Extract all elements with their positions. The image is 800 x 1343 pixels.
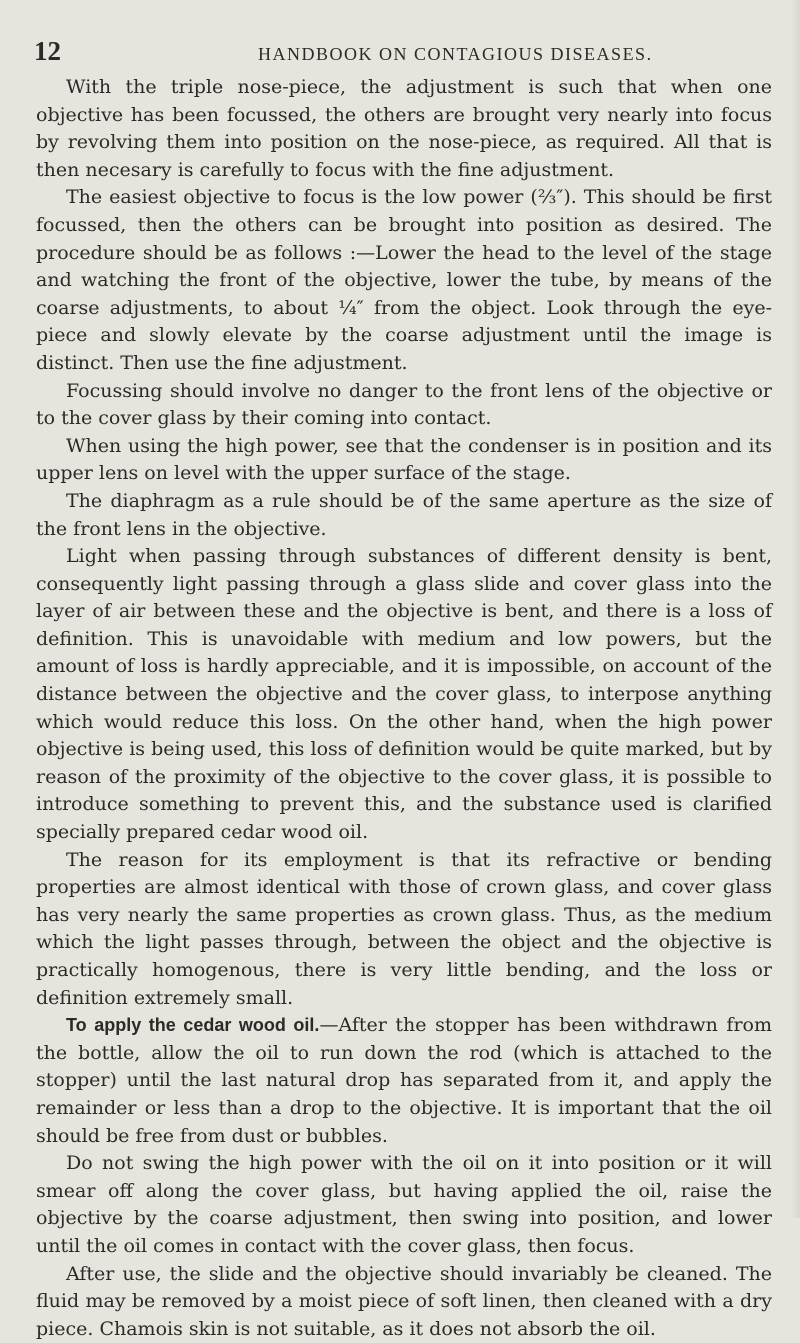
paragraph-triple-nose-piece: With the triple nose-piece, the adjustment is such that when one objective has been focussed, the others are brought very nearly into focus by revolving them into position on the nose-piece, as required. All that is then necesary is carefully to focus with the fine adjustment.: [36, 76, 772, 181]
paragraph-refractive-properties: The reason for its employment is that its refractive or bending properties are almost identical with those of crown glass, and cover glass has very nearly the same properties as crown glass. Thus, as the medium which the light passes through, between the object and the objective is practically homogenous, there is very little bending, and the loss or definition extremely small.: [36, 848, 772, 1009]
body-text: [36, 74, 772, 1343]
paragraph-light-bending: Light when passing through substances of different density is bent, consequently light passing through a glass slide and cover glass into the layer of air between these and the objective is bent, and there is a loss of definition. This is unavoidable with medium and low powers, but the amount of loss is hardly appreciable, and it is impossible, on account of the distance between the objective and the cover glass, to interpose anything which would reduce this loss. On the other hand, when the high power objective is being used, this loss of definition would be quite marked, but by reason of the proximity of the objective to the cover glass, it is possible to introduce something to prevent this, and the substance used is clarified specially prepared cedar wood oil.: [36, 545, 772, 844]
paragraph-apply-cedar-oil: [36, 1012, 772, 1150]
page-number: 12: [34, 36, 61, 66]
running-title: HANDBOOK ON CONTAGIOUS DISEASES.: [258, 44, 653, 64]
paragraph-after-use: After use, the slide and the objective should invariably be cleaned. The fluid may be removed by a moist piece of soft linen, then cleaned with a dry piece. Chamois skin is not suitable, as it does not absorb the oil.: [36, 1262, 772, 1340]
paragraph-do-not-swing: Do not swing the high power with the oil on it into position or it will smear off along the cover glass, but having applied the oil, raise the objective by the coarse adjustment, then swing into position, and lower until the oil comes in contact with the cover glass, then focus.: [36, 1152, 772, 1257]
paragraph-diaphragm: The diaphragm as a rule should be of the same aperture as the size of the front lens in the objective.: [36, 489, 772, 540]
run-in-heading: To apply the cedar wood oil.: [66, 1015, 320, 1036]
paragraph-high-power-condenser: When using the high power, see that the condenser is in position and its upper lens on level with the upper surface of the stage.: [36, 434, 772, 485]
paragraph-easiest-objective: The easiest objective to focus is the low power (⅔″). This should be first focussed, then the others can be brought into position as desired. The procedure should be as follows :—Lower the head to the level of the stage and watching the front of the objective, lower the tube, by means of the coarse adjustments, to about ¼″ from the object. Look through the eye-piece and slowly elevate by the coarse adjustment until the image is distinct. Then use the fine adjustment.: [36, 186, 772, 374]
page-edge-shadow: [790, 0, 800, 1218]
paragraph-focussing-danger: Focussing should involve no danger to the front lens of the objective or to the cover glass by their coming into contact.: [36, 379, 772, 430]
run-in-text: —After the stopper has been withdrawn from the bottle, allow the oil to run down the rod (which is attached to the stopper) until the last natural drop has separated from it, and apply the remainder or less than a drop to the objective. It is important that the oil should be free from dust or bubbles.: [36, 1014, 772, 1147]
running-head: [36, 36, 772, 66]
